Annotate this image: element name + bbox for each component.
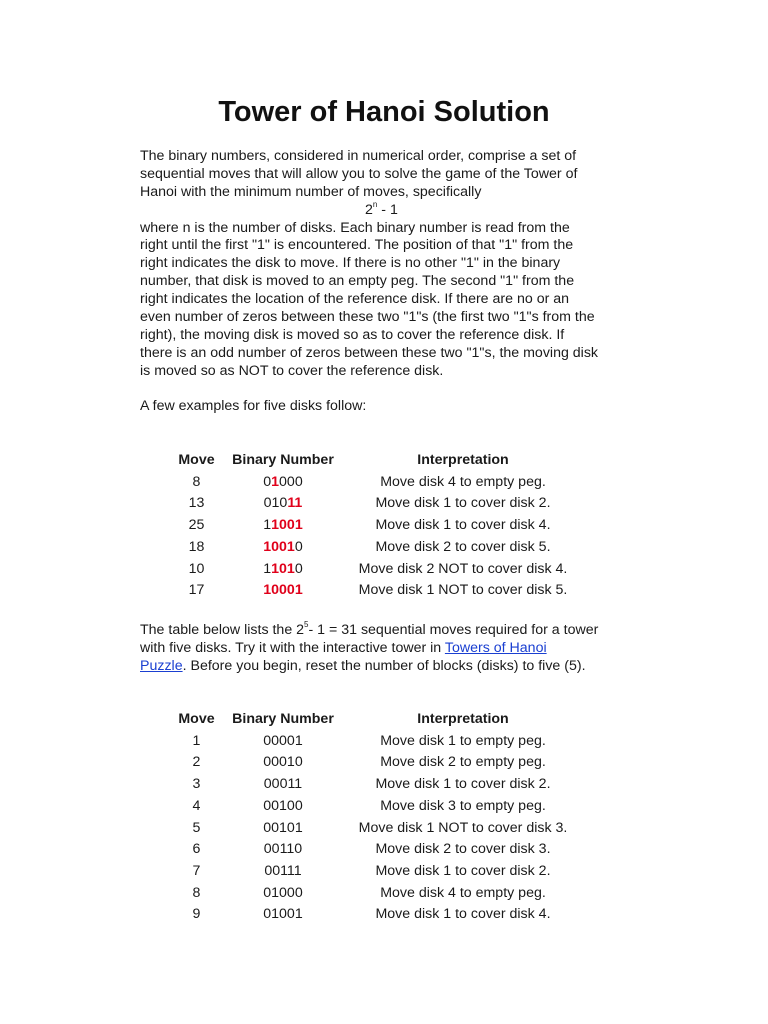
table-row — [165, 883, 588, 905]
table-row — [165, 731, 588, 753]
table-header-row — [165, 450, 588, 472]
interpretation-cell: Move disk 1 NOT to cover disk 3. — [358, 819, 568, 836]
intro-paragraph — [140, 148, 635, 381]
move-cell: 4 — [192, 797, 201, 814]
table-header-row — [165, 709, 588, 731]
second-para-line — [140, 640, 635, 658]
binary-plain: 1 — [263, 560, 272, 577]
table-row — [165, 537, 588, 559]
table-row — [165, 752, 588, 774]
move-cell: 10 — [188, 560, 205, 577]
interpretation-cell: Move disk 1 to cover disk 4. — [375, 517, 551, 534]
binary-cell — [228, 580, 338, 602]
moves-table — [165, 709, 588, 926]
move-cell: 18 — [188, 538, 205, 555]
binary-highlight: 101 — [271, 560, 295, 577]
formula — [140, 199, 635, 220]
formula-exponent: n — [372, 199, 378, 209]
intro-line: right until the first "1" is encountered. The position of that "1" from the — [140, 237, 574, 254]
binary-plain: 010 — [263, 495, 288, 512]
binary-cell: 00110 — [263, 841, 303, 858]
move-cell: 8 — [192, 473, 201, 490]
interpretation-cell: Move disk 2 NOT to cover disk 4. — [358, 560, 568, 577]
examples-intro — [140, 398, 635, 416]
page-title: Tower of Hanoi Solution — [218, 96, 550, 128]
second-para-text: - 1 = 31 sequential moves required for a tower — [308, 622, 599, 638]
second-para-text: The table below lists the 2 — [140, 622, 305, 638]
binary-cell — [228, 515, 338, 537]
table-row — [165, 818, 588, 840]
examples-table — [165, 450, 588, 602]
binary-cell: 01001 — [263, 906, 303, 923]
move-cell: 7 — [192, 862, 201, 879]
interpretation-cell: Move disk 4 to empty peg. — [380, 473, 546, 490]
second-para-exponent: 5 — [304, 620, 309, 630]
move-cell: 17 — [188, 582, 205, 599]
move-cell: 3 — [192, 776, 201, 793]
interpretation-cell: Move disk 1 to cover disk 2. — [375, 862, 551, 879]
towers-of-hanoi-link[interactable]: Towers of Hanoi — [444, 639, 547, 656]
move-cell: 13 — [188, 495, 205, 512]
table-row — [165, 796, 588, 818]
table-row — [165, 559, 588, 581]
binary-cell — [228, 537, 338, 559]
formula-base: 2 — [365, 201, 373, 218]
binary-cell: 00101 — [263, 819, 303, 836]
interpretation-cell: Move disk 3 to empty peg. — [380, 797, 546, 814]
table-row — [165, 904, 588, 926]
binary-plain: 0 — [263, 473, 272, 490]
binary-highlight: 1001 — [263, 538, 295, 555]
move-cell: 1 — [192, 732, 201, 749]
move-cell: 25 — [188, 517, 205, 534]
binary-tail: 0 — [294, 538, 303, 555]
interpretation-cell: Move disk 1 to empty peg. — [380, 732, 546, 749]
binary-cell: 01000 — [263, 884, 303, 901]
binary-cell — [228, 493, 338, 515]
table-row — [165, 515, 588, 537]
formula-rest: - 1 — [377, 201, 398, 218]
interpretation-cell: Move disk 2 to cover disk 3. — [375, 841, 551, 858]
intro-line: where n is the number of disks. Each binary number is read from the — [140, 219, 570, 236]
header-binary: Binary Number — [232, 452, 334, 468]
binary-tail: 0 — [294, 560, 303, 577]
table-row — [165, 861, 588, 883]
header-move: Move — [178, 452, 215, 468]
intro-line: there is an odd number of zeros between these two "1"s, the moving disk — [140, 344, 599, 361]
header-interpretation: Interpretation — [417, 452, 509, 468]
interpretation-cell: Move disk 1 to cover disk 4. — [375, 906, 551, 923]
binary-cell: 00010 — [263, 754, 303, 771]
header-interpretation: Interpretation — [417, 711, 509, 727]
interpretation-cell: Move disk 1 to cover disk 2. — [375, 776, 551, 793]
move-cell: 6 — [192, 841, 201, 858]
binary-cell — [228, 472, 338, 494]
second-paragraph — [140, 622, 635, 676]
header-move: Move — [178, 711, 215, 727]
second-para-text: with five disks. Try it with the interactive tower in — [140, 639, 445, 656]
binary-cell: 00111 — [264, 862, 302, 879]
interpretation-cell: Move disk 2 to empty peg. — [380, 754, 546, 771]
binary-cell: 00001 — [263, 732, 303, 749]
intro-line: even number of zeros between these two "1"s (the first two "1"s from the — [140, 309, 595, 326]
intro-line: right indicates the disk to move. If there is no other "1" in the binary — [140, 255, 561, 272]
interpretation-cell: Move disk 4 to empty peg. — [380, 884, 546, 901]
binary-tail: 000 — [279, 473, 303, 490]
intro-line: number, that disk is moved to an empty peg. The second "1" from the — [140, 273, 575, 290]
move-cell: 8 — [192, 884, 201, 901]
binary-plain: 1 — [263, 517, 272, 534]
intro-line: sequential moves that will allow you to solve the game of the Tower of — [140, 165, 578, 182]
table-row — [165, 472, 588, 494]
table-row — [165, 839, 588, 861]
table-row — [165, 580, 588, 602]
table-row — [165, 493, 588, 515]
second-para-line — [140, 658, 635, 676]
binary-highlight: 1001 — [271, 517, 303, 534]
intro-line: is moved so as NOT to cover the reference disk. — [140, 362, 444, 379]
intro-line: Hanoi with the minimum number of moves, specifically — [140, 183, 482, 200]
move-cell: 2 — [192, 754, 201, 771]
puzzle-link[interactable]: Puzzle — [140, 657, 183, 674]
intro-line: right indicates the location of the reference disk. If there are no or an — [140, 291, 570, 308]
interpretation-cell: Move disk 1 NOT to cover disk 5. — [358, 582, 568, 599]
binary-cell: 00100 — [263, 797, 303, 814]
examples-intro-text: A few examples for five disks follow: — [140, 398, 367, 414]
table-row — [165, 774, 588, 796]
binary-cell — [228, 559, 338, 581]
binary-highlight: 1 — [271, 473, 280, 490]
interpretation-cell: Move disk 1 to cover disk 2. — [375, 495, 551, 512]
binary-cell: 00011 — [263, 776, 303, 793]
binary-highlight: 11 — [287, 495, 303, 512]
intro-line: right), the moving disk is moved so as to cover the reference disk. If — [140, 326, 565, 343]
header-binary: Binary Number — [232, 711, 334, 727]
interpretation-cell: Move disk 2 to cover disk 5. — [375, 538, 551, 555]
binary-highlight: 10001 — [263, 582, 303, 599]
second-para-text: . Before you begin, reset the number of blocks (disks) to five (5). — [182, 657, 586, 674]
move-cell: 5 — [192, 819, 201, 836]
second-para-line — [140, 622, 635, 640]
intro-line: The binary numbers, considered in numerical order, comprise a set of — [140, 148, 577, 164]
move-cell: 9 — [192, 906, 201, 923]
